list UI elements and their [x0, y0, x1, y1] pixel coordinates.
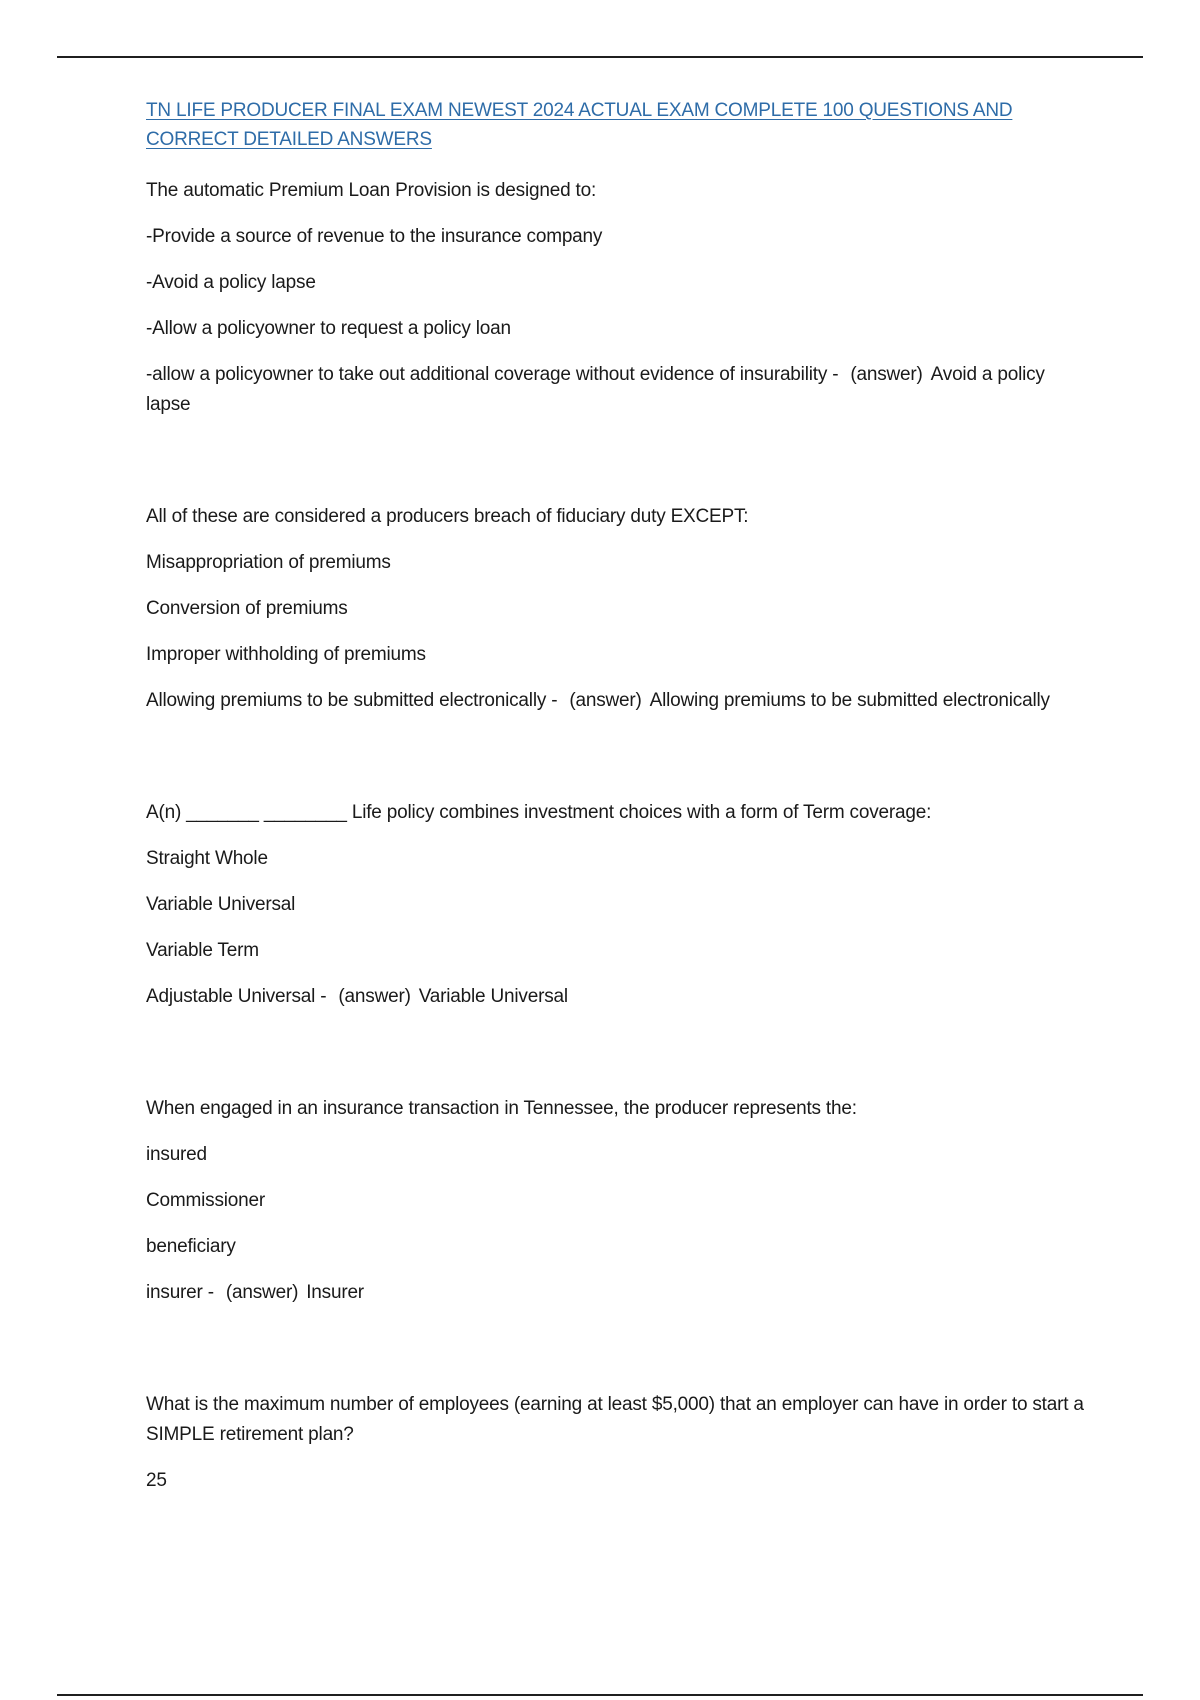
- question-option: Commissioner: [146, 1190, 266, 1211]
- question-option: Conversion of premiums: [146, 598, 348, 619]
- question-option: insurer -: [146, 1282, 214, 1303]
- answer-text: Variable Universal: [418, 986, 568, 1007]
- question-option: Allowing premiums to be submitted electronically -: [146, 690, 558, 711]
- question-option: -Provide a source of revenue to the insurance company: [146, 226, 603, 247]
- answer-value: 25: [146, 1470, 167, 1491]
- top-rule: [57, 56, 1143, 58]
- question-option: Misappropriation of premiums: [146, 552, 391, 573]
- question-option-with-answer: [146, 686, 1092, 716]
- answer-tag: (answer): [225, 1282, 299, 1303]
- answer-tag: (answer): [338, 986, 411, 1007]
- question-block: [146, 1094, 1092, 1308]
- question-block: [146, 176, 1092, 420]
- question-prompt: A(n) _______ ________ Life policy combines investment choices with a form of Term coverage:: [146, 802, 932, 823]
- question-option-with-answer: [146, 982, 1092, 1012]
- answer-text: Avoid a policy lapse: [146, 364, 1045, 415]
- question-block: [146, 798, 1092, 1012]
- answer-tag: (answer): [850, 364, 923, 385]
- question-prompt: When engaged in an insurance transaction in Tennessee, the producer represents the:: [146, 1098, 857, 1119]
- question-prompt: What is the maximum number of employees (earning at least $5,000) that an employer can have in order to start a SIMPLE retirement plan?: [146, 1394, 1084, 1445]
- question-option: -Avoid a policy lapse: [146, 272, 316, 293]
- question-option: Improper withholding of premiums: [146, 644, 426, 665]
- question-option: Variable Universal: [146, 894, 296, 915]
- question-option-with-answer: [146, 1278, 1092, 1308]
- question-block: [146, 1390, 1092, 1496]
- question-option: -Allow a policyowner to request a policy loan: [146, 318, 511, 339]
- question-option: insured: [146, 1144, 207, 1165]
- question-option-with-answer: [146, 360, 1092, 420]
- document-title[interactable]: TN LIFE PRODUCER FINAL EXAM NEWEST 2024 ACTUAL EXAM COMPLETE 100 QUESTIONS AND CORRECT DETAILED ANSWERS: [146, 100, 1013, 150]
- document-body: [146, 96, 1092, 1512]
- question-option: Straight Whole: [146, 848, 268, 869]
- question-option: -allow a policyowner to take out additional coverage without evidence of insurability -: [146, 364, 839, 385]
- question-block: [146, 502, 1092, 716]
- answer-tag: (answer): [569, 690, 642, 711]
- answer-text: Insurer: [306, 1282, 364, 1303]
- question-prompt: The automatic Premium Loan Provision is designed to:: [146, 180, 597, 201]
- answer-text: Allowing premiums to be submitted electronically: [649, 690, 1050, 711]
- question-option: Variable Term: [146, 940, 259, 961]
- question-prompt: All of these are considered a producers breach of fiduciary duty EXCEPT:: [146, 506, 749, 527]
- question-option: beneficiary: [146, 1236, 236, 1257]
- question-option: Adjustable Universal -: [146, 986, 327, 1007]
- bottom-rule: [57, 1694, 1143, 1696]
